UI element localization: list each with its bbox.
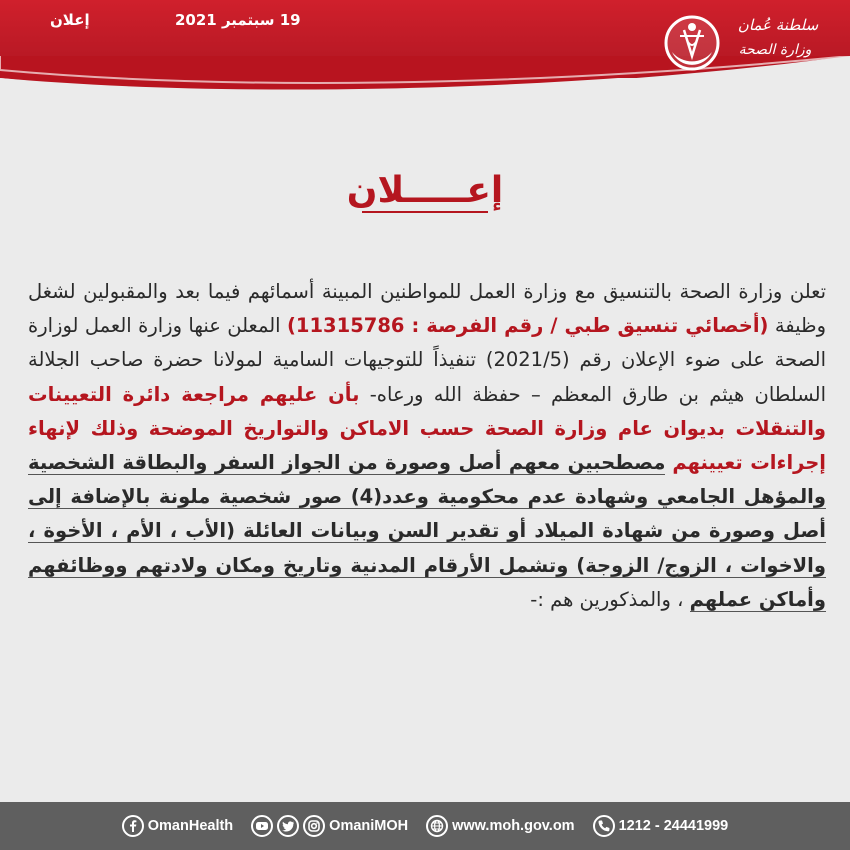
facebook-handle: OmanHealth <box>147 818 234 834</box>
phone-number: 1212 - 24441999 <box>618 818 729 834</box>
header-date: 19 سبتمبر 2021 <box>175 11 301 29</box>
title-underline <box>362 211 488 213</box>
oman-emblem-icon <box>662 12 722 74</box>
footer-social[interactable] <box>251 815 408 837</box>
social-handle: OmaniMOH <box>329 818 409 834</box>
ministry-logo <box>662 12 832 76</box>
footer-bar <box>0 802 850 850</box>
logo-ministry-name: وزارة الصحة <box>738 42 812 58</box>
instruction-highlight: بأن عليهم مراجعة دائرة التعيينات والتنقلات بديوان عام وزارة الصحة حسب الاماكن والتواريخ الموضحة وذلك لإنهاء إجراءات تعيينهم <box>28 382 826 475</box>
required-documents: مصطحبين معهم أصل وصورة من الجواز السفر والبطاقة الشخصية والمؤهل الجامعي وشهادة عدم محكومية وعدد(4) صور شخصية ملونة بالإضافة إلى أصل وصورة من شهادة الميلاد أو تقدير السن وبيانات العائلة (الأب ، الأم ، الأخوة ، والاخوات ، الزوج/ الزوجة) وتشمل الأرقام المدنية وتاريخ ومكان ولادتهم ووظائفهم وأماكن عملهم <box>28 451 826 611</box>
page-title: إعـــــلان <box>346 170 504 211</box>
youtube-icon <box>251 815 273 837</box>
twitter-icon <box>277 815 299 837</box>
globe-icon <box>426 815 448 837</box>
announcement-body <box>28 275 826 617</box>
footer-phone[interactable] <box>593 815 729 837</box>
body-intro: تعلن وزارة الصحة بالتنسيق مع وزارة العمل للمواطنين المبينة أسمائهم فيما بعد والمقبولين لشغل وظيفة <box>28 280 826 338</box>
footer-facebook[interactable] <box>122 815 233 837</box>
website-url: www.moh.gov.om <box>452 818 575 834</box>
instagram-icon <box>303 815 325 837</box>
logo-country-name: سلطنة عُمان <box>737 16 819 34</box>
job-title-highlight: (أخصائي تنسيق طبي / رقم الفرصة : 11315786) <box>287 314 769 338</box>
phone-icon <box>593 815 615 837</box>
header-announcement-tag: إعلان <box>50 11 90 29</box>
footer-website[interactable] <box>426 815 574 837</box>
facebook-icon <box>122 815 144 837</box>
body-closing: ، والمذكورين هم :- <box>530 587 690 611</box>
body-context: المعلن عنها وزارة العمل لوزارة الصحة على ضوء الإعلان رقم (2021/5) تنفيذاً للتوجيهات السامية لمولانا حضرة صاحب الجلالة السلطان هيثم بن طارق المعظم – حفظة الله ورعاه- <box>28 314 826 406</box>
